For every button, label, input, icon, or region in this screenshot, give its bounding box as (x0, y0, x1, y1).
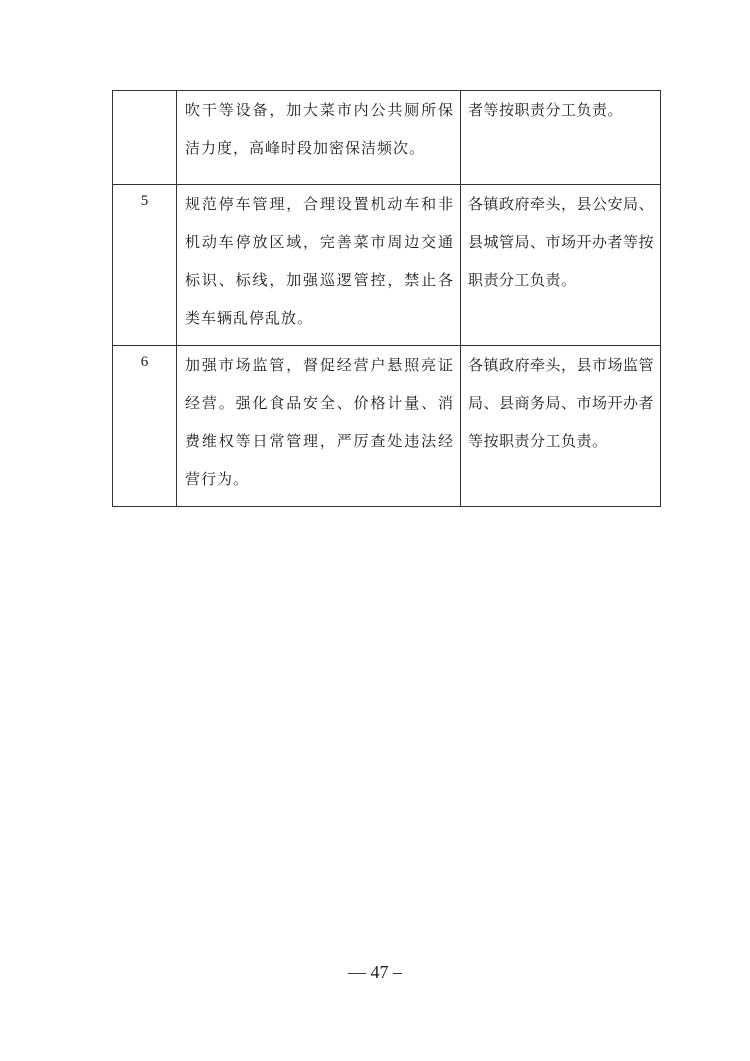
row-number-cell: 5 (113, 185, 177, 346)
page-number: — 47 – (348, 962, 402, 982)
measures-table (112, 90, 661, 507)
row-number-cell (113, 91, 177, 185)
responsibility-cell: 各镇政府牵头，县市场监管局、县商务局、市场开办者等按职责分工负责。 (461, 346, 661, 507)
table-row (113, 91, 661, 185)
measure-cell: 加强市场监管，督促经营户悬照亮证经营。强化食品安全、价格计量、消费维权等日常管理，严厉查处违法经营行为。 (177, 346, 461, 507)
table-row (113, 185, 661, 346)
table-row (113, 346, 661, 507)
row-number-cell: 6 (113, 346, 177, 507)
responsibility-cell: 者等按职责分工负责。 (461, 91, 661, 185)
measure-cell: 吹干等设备，加大菜市内公共厕所保洁力度，高峰时段加密保洁频次。 (177, 91, 461, 185)
responsibility-cell: 各镇政府牵头，县公安局、县城管局、市场开办者等按职责分工负责。 (461, 185, 661, 346)
measure-cell: 规范停车管理，合理设置机动车和非机动车停放区域，完善菜市周边交通标识、标线，加强巡逻管控，禁止各类车辆乱停乱放。 (177, 185, 461, 346)
